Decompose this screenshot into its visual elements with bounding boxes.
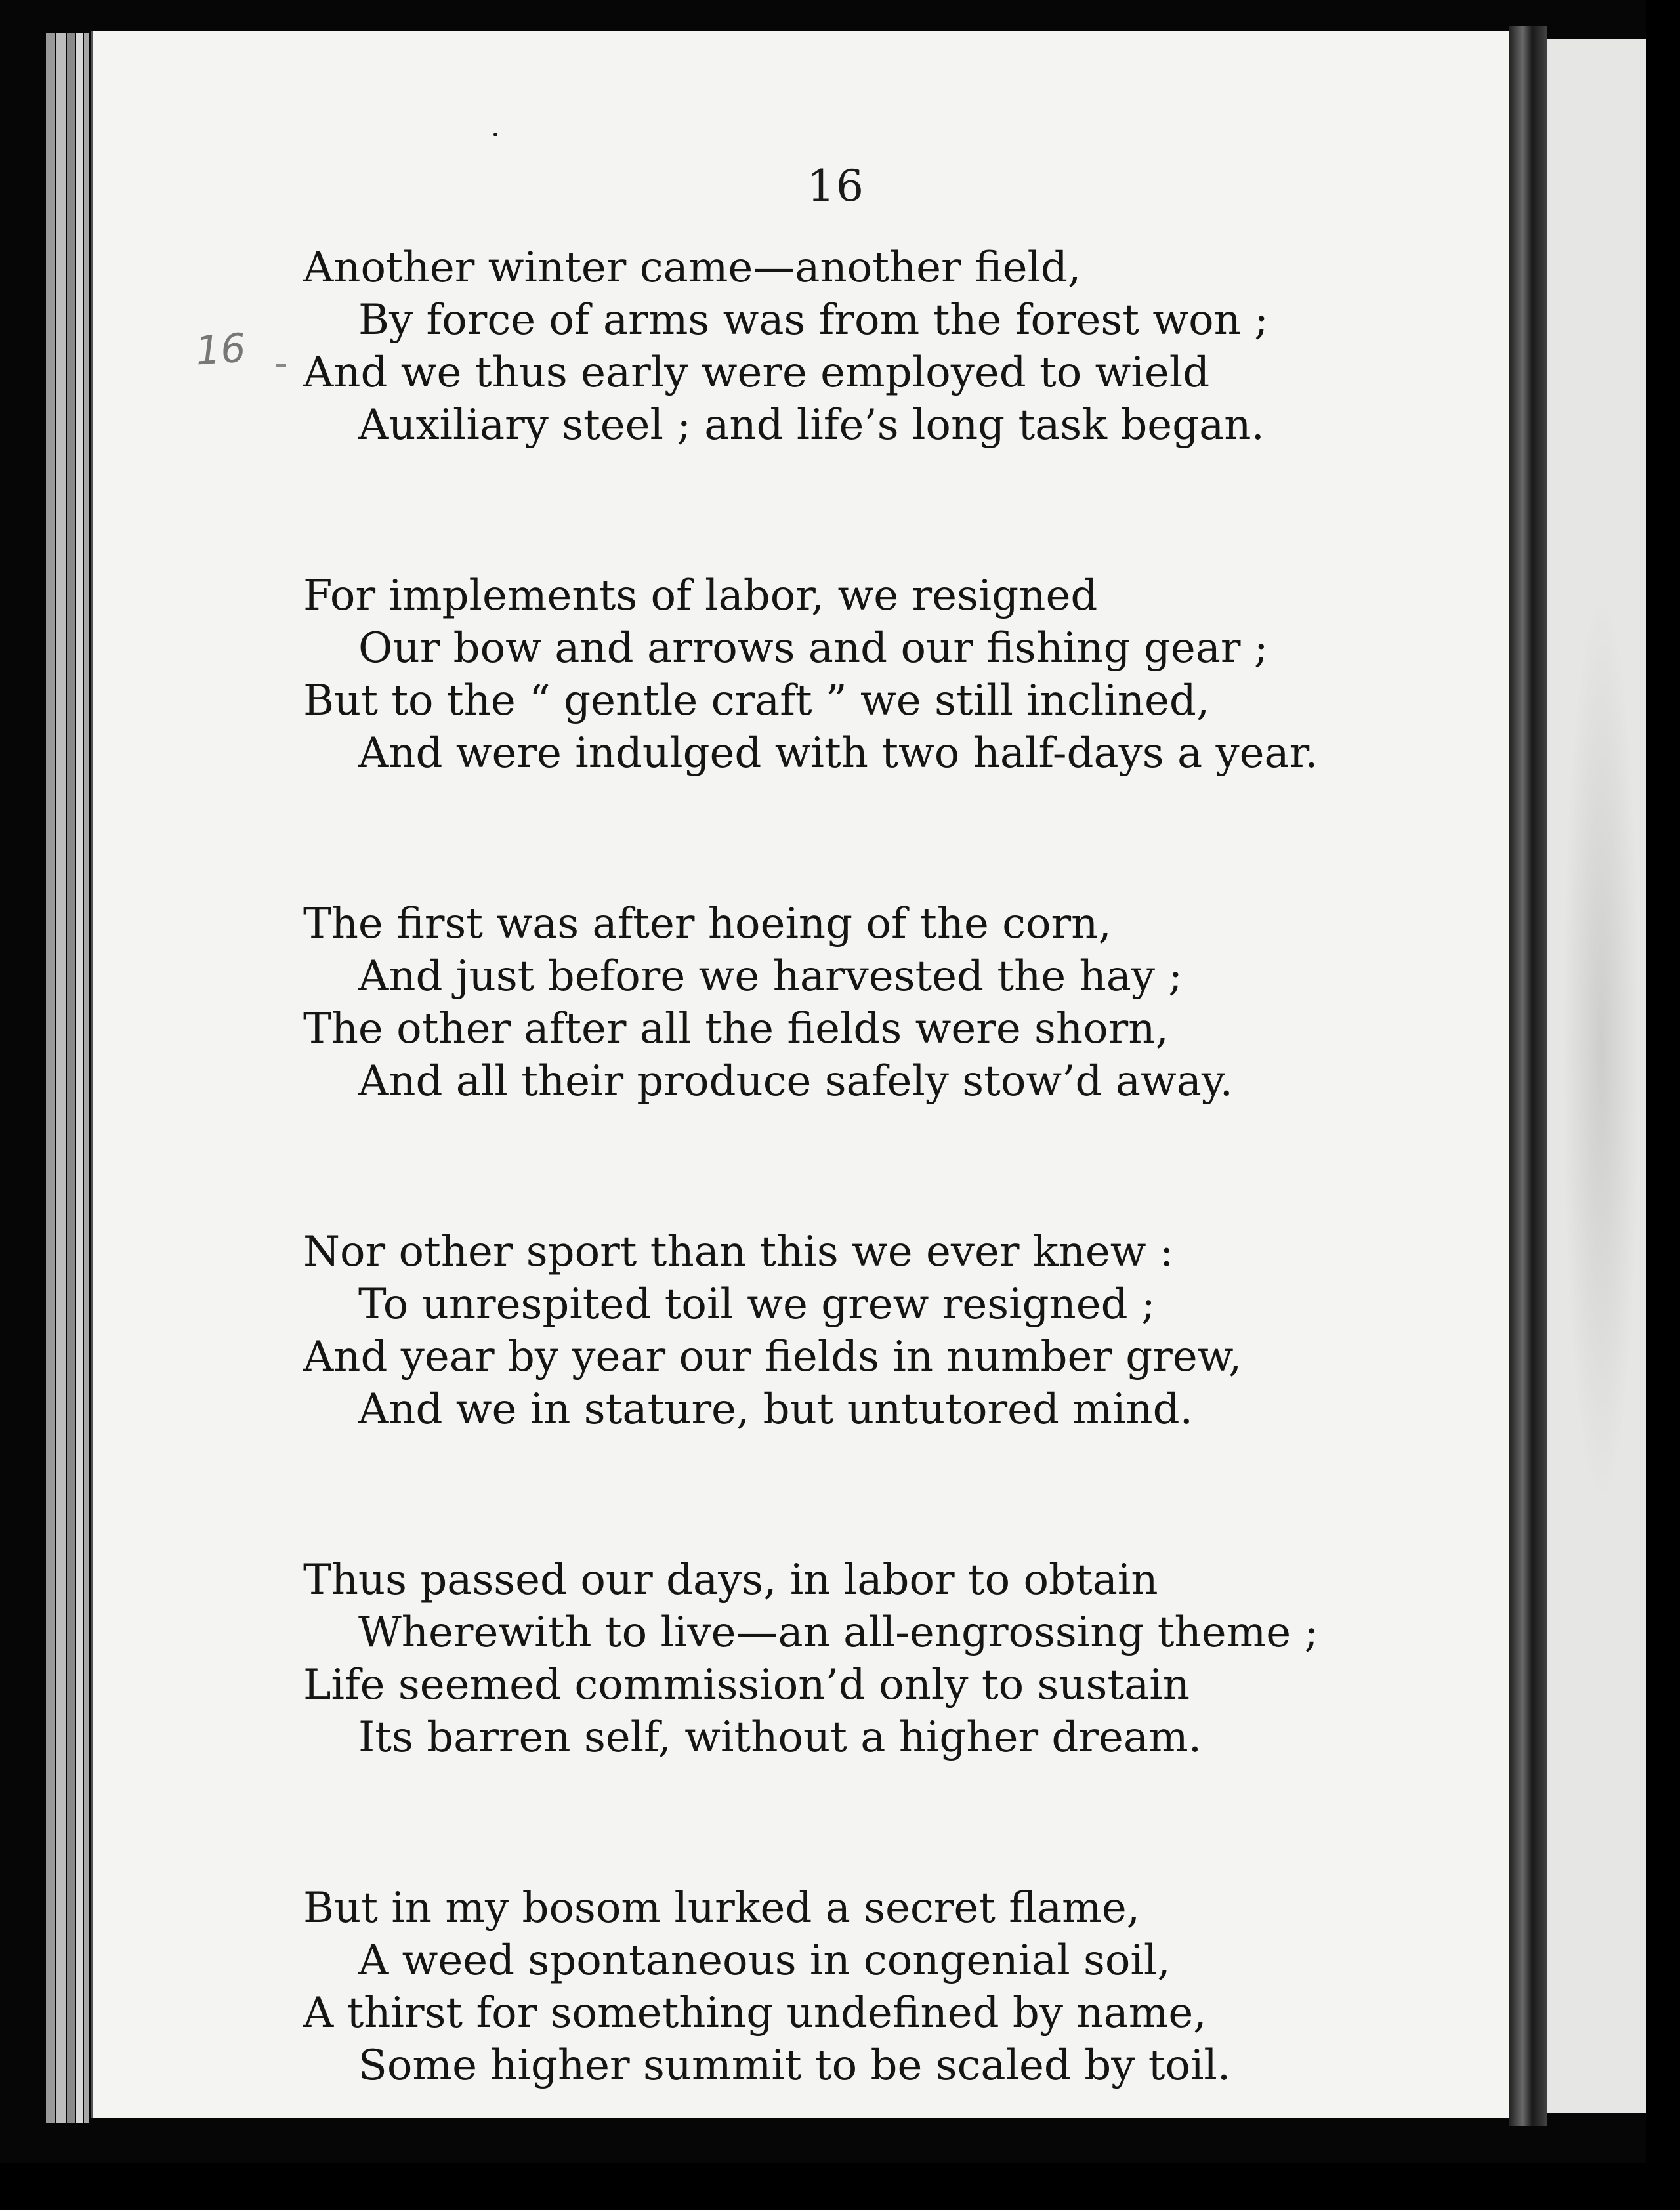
poem-line: To unrespited toil we grew resigned ; bbox=[358, 1280, 1156, 1329]
poem-line: And we in stature, but untutored mind. bbox=[358, 1385, 1193, 1434]
book-gutter bbox=[1509, 26, 1547, 2126]
stanza bbox=[303, 570, 1458, 780]
page-edge bbox=[56, 33, 66, 2123]
poem-line: But in my bosom lurked a secret flame, bbox=[303, 1884, 1141, 1932]
scan-border bbox=[1646, 0, 1680, 2163]
poem-line: Some higher summit to be scaled by toil. bbox=[358, 2041, 1231, 2090]
handwritten-margin-note: 16 bbox=[194, 325, 247, 375]
page-edge bbox=[46, 33, 55, 2123]
page-edge bbox=[84, 33, 89, 2123]
poem-line: But to the “ gentle craft ” we still inclined, bbox=[303, 677, 1210, 725]
stanza bbox=[303, 898, 1458, 1108]
margin-mark bbox=[276, 364, 286, 367]
poem-line: And were indulged with two half-days a year. bbox=[358, 729, 1318, 778]
page-edge bbox=[67, 33, 75, 2123]
poem-line: A weed spontaneous in congenial soil, bbox=[358, 1936, 1171, 1985]
poem-line: And year by year our fields in number grew, bbox=[303, 1333, 1242, 1381]
stanza bbox=[303, 1554, 1458, 1764]
stanza bbox=[303, 1226, 1458, 1436]
poem-line: Nor other sport than this we ever knew : bbox=[303, 1228, 1174, 1276]
dust-speck bbox=[494, 133, 497, 136]
poem-body bbox=[303, 241, 1458, 2210]
poem-line: A thirst for something undefined by name, bbox=[303, 1989, 1207, 2037]
poem-line: Wherewith to live—an all-engrossing theme ; bbox=[358, 1608, 1319, 1657]
poem-line: By force of arms was from the forest won ; bbox=[358, 296, 1269, 344]
poem-line: Thus passed our days, in labor to obtain bbox=[303, 1556, 1158, 1604]
poem-line: Its barren self, without a higher dream. bbox=[358, 1713, 1202, 1762]
poem-line: The first was after hoeing of the corn, bbox=[303, 900, 1112, 948]
poem-line: Our bow and arrows and our fishing gear ; bbox=[358, 624, 1269, 673]
poem-line: And we thus early were employed to wield bbox=[303, 348, 1210, 397]
poem-line: Another winter came—another field, bbox=[303, 243, 1082, 292]
stanza bbox=[303, 241, 1458, 451]
poem-line: Auxiliary steel ; and life’s long task began. bbox=[358, 401, 1265, 449]
poem-line: The other after all the fields were shorn, bbox=[303, 1005, 1169, 1053]
poem-line: For implements of labor, we resigned bbox=[303, 572, 1098, 620]
poem-line: Life seemed commission’d only to sustain bbox=[303, 1661, 1190, 1709]
poem-line: And all their produce safely stow’d away. bbox=[358, 1057, 1233, 1106]
show-through-shadow bbox=[1562, 591, 1641, 1509]
poem-line: And just before we harvested the hay ; bbox=[358, 952, 1183, 1001]
stanza bbox=[303, 1882, 1458, 2092]
page-edge bbox=[76, 33, 83, 2123]
page-number: 16 bbox=[807, 161, 865, 211]
